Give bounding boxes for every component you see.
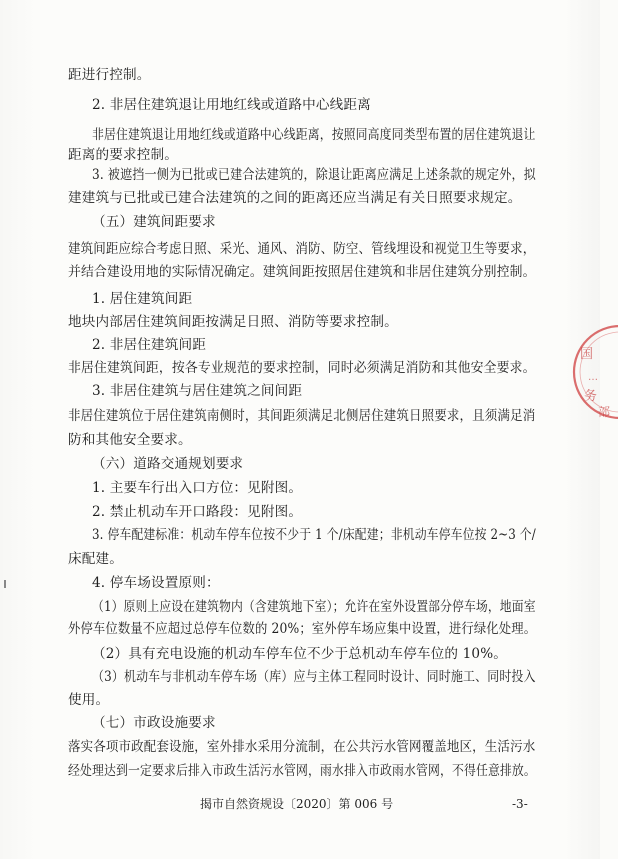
- text-line: （六）道路交通规划要求: [92, 456, 244, 472]
- text-line: 2. 非居住建筑间距: [92, 337, 206, 353]
- red-seal-stamp: [558, 318, 618, 426]
- text-line: 地块内部居住建筑间距按满足日照、消防等要求控制。: [68, 314, 398, 330]
- text-line: （七）市政设施要求: [92, 715, 216, 731]
- text-line: 1. 主要车行出入口方位：见附图。: [92, 480, 303, 496]
- text-line: （五）建筑间距要求: [92, 214, 216, 230]
- svg-text:部: 部: [598, 405, 611, 419]
- svg-text:务: 务: [584, 389, 598, 404]
- text-line: 距离的要求控制。: [68, 147, 178, 163]
- scan-artifact: [4, 580, 6, 588]
- text-line: 建筑间距应综合考虑日照、采光、通风、消防、防空、管线埋设和视觉卫生等要求，: [68, 241, 536, 257]
- text-line: 2. 禁止机动车开口路段：见附图。: [92, 504, 303, 520]
- text-line: 并结合建设用地的实际情况确定。建筑间距按照居住建筑和非居住建筑分别控制。: [68, 264, 536, 280]
- text-line: 3. 停车配建标准：机动车停车位按不少于 1 个/床配建；非机动车停车位按 2~3 个/: [92, 527, 536, 543]
- text-line: 4. 停车场设置原则：: [92, 575, 220, 591]
- text-line: （1）原则上应设在建筑物内（含建筑地下室）；允许在室外设置部分停车场，地面室: [92, 599, 536, 615]
- text-line: （2）具有充电设施的机动车停车位不少于总机动车停车位的 10%。: [92, 646, 508, 662]
- svg-text:…: …: [588, 372, 598, 383]
- page-number: -3-: [512, 797, 528, 811]
- text-line: 非居住建筑退让用地红线或道路中心线距离，按照同高度同类型布置的居住建筑退让: [92, 127, 536, 143]
- text-line: 落实各项市政配套设施，室外排水采用分流制，在公共污水管网覆盖地区，生活污水: [68, 739, 536, 755]
- text-line: 床配建。: [68, 551, 123, 567]
- text-line: 1. 居住建筑间距: [92, 291, 193, 307]
- document-number: 揭市自然资规设〔2020〕第 006 号: [200, 797, 394, 811]
- text-line: 经处理达到一定要求后排入市政生活污水管网，雨水排入市政雨水管网，不得任意排放。: [68, 763, 536, 779]
- svg-text:国: 国: [580, 347, 594, 362]
- text-line: 2. 非居住建筑退让用地红线或道路中心线距离: [92, 97, 371, 113]
- text-line: 非居住建筑位于居住建筑南侧时，其间距须满足北侧居住建筑日照要求，且须满足消: [68, 408, 536, 424]
- text-line: 3. 被遮挡一侧为已批或已建合法建筑的，除退让距离应满足上述条款的规定外，拟: [92, 167, 536, 183]
- text-line: 距进行控制。: [68, 67, 151, 83]
- text-line: 建建筑与已批或已建合法建筑的之间的距离还应当满足有关日照要求规定。: [68, 190, 522, 206]
- text-line: 非居住建筑间距，按各专业规范的要求控制，同时必须满足消防和其他安全要求。: [68, 360, 536, 376]
- text-line: 使用。: [68, 692, 110, 708]
- text-line: 3. 非居住建筑与居住建筑之间间距: [92, 383, 303, 399]
- text-line: （3）机动车与非机动车停车场（库）应与主体工程同时设计、同时施工、同时投入: [92, 669, 536, 685]
- text-line: 防和其他安全要求。: [68, 432, 192, 448]
- text-line: 外停车位数量不应超过总停车位数的 20%；室外停车场应集中设置，进行绿化处理。: [68, 621, 537, 637]
